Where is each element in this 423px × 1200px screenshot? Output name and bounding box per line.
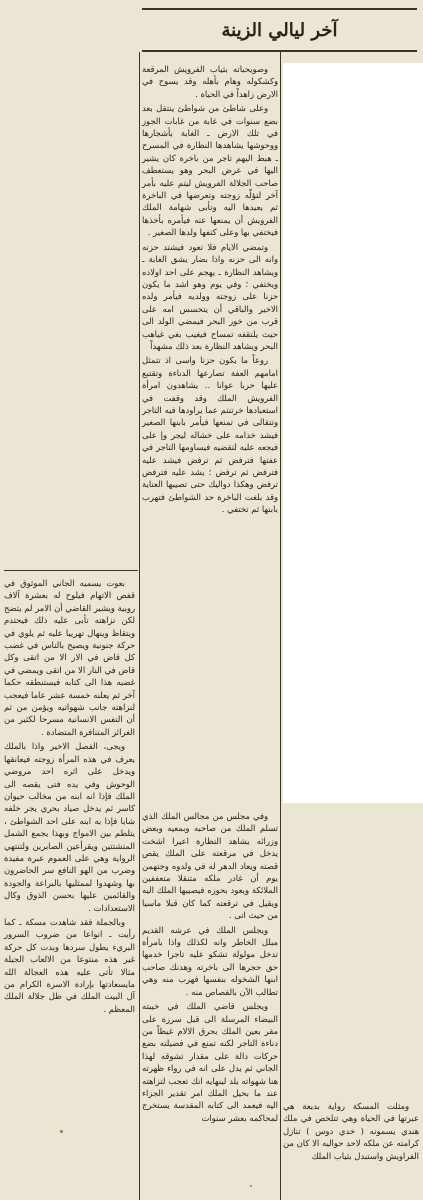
paragraph: وفي مجلس من مجالس الملك الذي تسلم الملك من صاحبه وبمعيه وبعض وزرائه يشاهد النظارة اعيرا اشخت يدخل في مرقعته على الملك يقص قصته ويعاد الدهر له في ولدوه وجتهمن يوم أن غادر ملكه متنقلا متعففين الملائكة ويعود بحوزه فيصيبها الملك اليه ويقيل في ترقعته كما كان قبلا ماسيا من حيث اتى . — [142, 811, 278, 921]
column-rule-middle — [139, 52, 140, 1200]
paragraph: ومثلت المسكة رواية بديعة هي عبرتها في الحياة وهي تتلخص في ملك هندي يسمونه ( خدي دوس ) تنازل كرامته عن ملكه لاحد حواليه الا كان من الفراويش واستبدل بثياب الملك — [283, 1101, 419, 1161]
article-column-middle-lower — [142, 810, 278, 1126]
section-rule-left — [4, 570, 138, 571]
article-column-left — [4, 577, 135, 1017]
paragraph: وصويحباته بثياب الفرويش المرقعة وكشكوله وهام بأهله وقد يسوح في الارض زاهداً في الحياة . — [142, 64, 278, 99]
paragraph: ويجلس الملك في عرشه القديم مبلل الخاطر وانه لكذلك واذا بامرأة تدخل مولولة تشكو عليه تاجرا خدمها حق حجرها الى باخرته وهدنك صاحب ابنها الشخوله بنفسها فهرب منه وهي تطالب الآن بالقصاص منه . — [142, 924, 278, 997]
article-title: آخر ليالي الزينة — [221, 19, 338, 41]
paragraph: ويجلس قاضي الملك في خيبته البيضاء المرسلة الى قبل سرزة على مقر بعين الملك بحرق الالام غيظاً من دناءة التاجر لكنه تمنع في فضيلته بضع حركات دالة على مقدار تشوقه لهذا الجاني ثم يدل على انه في رواء ظهرته هنا شهواته يلد لينهايه انك تعجب لتزاهته عند ما بحيل الملك امر تقدير الجزاء اليه فيعمد الى كتابه المقدسة يستخرج لمحاكمه بعشر سنوات — [142, 1001, 278, 1123]
article-column-right — [283, 1100, 419, 1164]
paragraph: بعوت يسميه الجاني الموثوق في قفص الاتهام فيلوح له بعشرة آلاف روبية ويشير القاضي أن الامر لم يتضح لكن نزاهته تأبى عليه ذلك فيحتدم ويتقاظ وينهال تهريبا عليه ثم يلوي في حركة جنونية ويصيح بالناس في غضب كل قاض في الار الا من اتقى وكل قاض في النار الا من اتقى ويمضي في غضبه هذا الى كتابه فيستنطقه حكما آخر ثم يعلنه خمسة عشر عاما فيعجب لنزاهته جانب شهواتيه ويؤمن من ثم أن النفس الانسانية مسرحا لكثير من الغرائز المتنافرة المتضادة . — [4, 578, 135, 737]
paragraph: ويجى، الفصل الاخير واذا بالملك يعرف في هذه المرأة زوجته فيعانقها ويدخل على اثره احد مروضي الوحوش وفي يده فتى يقصه الى الملك فإذا انه ابنه من مخالب حيوان كاسر ثم يدخل صياد بحري يجر خلفه شابا فإذا به ابنه على احد الشواطئ ، يتلطم بين الامواج وبهذا يجمع الشمل المتشتتين ويقرأعين الصابرين ولتنتهي الرواية وهي على العموم عبرة مفيدة وضرب من الهو النافع سر الحاضرون بها وشهدوا لممثليها بالبراعة والجودة والقائمين عليها بحسن الذوق وكال الاستعدادات . — [4, 741, 135, 913]
paragraph: وبالجملة فقد شاهدت مسكة ـ كما رأيت ـ انواعا من ضروب السرور البريء يطول سردها وبدت كل حركة غير هذه منتوعا من الالعاب الجيلة مثالا تأتى عليه هذه العجالة الله مايسعادتها بإرادة الاسرة الكرام من آل البيت الملك في ظل جلالة الملك المعظم . — [4, 916, 135, 1014]
title-banner — [142, 8, 417, 52]
blank-clipping-area — [283, 63, 423, 803]
paragraph: روعاً ما يكون حزنا واسى اذ تتمثل امامهم العفة تصارعها الدناءة وتقتبع عليها حربا عوانا .. يشاهدون امرأة الفرويش الملك وقد وقفت في استعبادها خرتنتم عما يراودها فيه التاجر وتتقالى في تمنعها فيأمر بابنها الصغير فيشد خدامه على خشاله ليجر وإ على فيجعه عليه لتقضيه فيساومها التاجر في عفتها فترفض ثم ترفض فيشد عليه فترفض ثم ترفض ؛ يشد عليه فترفض ترفض وهكذا دواليك حتى تصيبها العناية وقد بلغت الباخرة حد الشواطئ فتهرب بابنها ثم تختفي . — [142, 355, 278, 515]
paper-speck — [250, 1185, 252, 1187]
article-column-top — [142, 63, 278, 518]
paragraph: وتمضي الايام فلا تعود فيشتد حزنه وانه الى حزنه واذا بضار يشق الغابة ـ ويشاهد النظارة ـ يهجم على احد اولاده ويختفي ؛ وفي يوم وهو اشد ما يكون حزنا على زوجته وولديه فيأمر ولده الاخير والباقي أن يتحسس امه على قرب من خور البحر فيمضي الولد الى حيث يلتقفه تمساح فيغيب بغي غياهب البحر ويشاهد النظارة بعد ذلك مشهداً — [142, 241, 278, 351]
column-rule-right — [280, 52, 281, 1200]
paper-speck — [60, 1130, 63, 1133]
paragraph: وعلى شاطئ من شواطئ ينتقل بعد بضع سنوات في غابة من غابات الجوز في تلك الارض ـ الغابة بأشجارها ووحوشها يشاهدها النظارة في المسرح ـ هبط اليهم تاجر من باخرة كان يشير اليها في عرض البحر وهو يستعطف صاحب الجلالة الفرويش ليتم عليه بأمر آخر لتؤلّه زوجته وتعرضها في الباخرة ثم يعيدها اليه وتأبى شهامة الملك الفرويش أن يمنعها عنه فيأمره بأخذها فيختفي بها وعلى كتفها ولدها الصغير . — [142, 103, 278, 238]
